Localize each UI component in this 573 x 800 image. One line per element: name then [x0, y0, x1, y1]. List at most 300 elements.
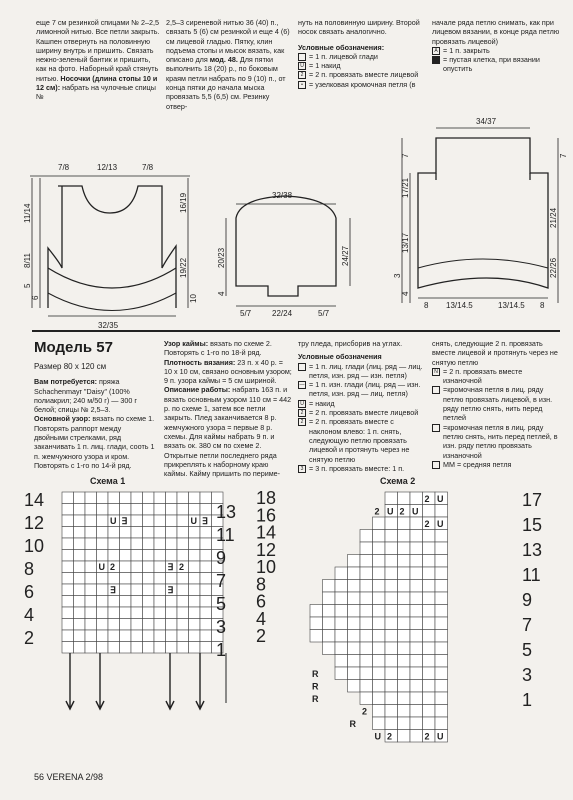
scheme2-cell [360, 592, 373, 605]
scheme1-cell [131, 619, 143, 631]
scheme2-cell [385, 617, 398, 630]
scheme1-cell [97, 550, 109, 562]
repeat-arrow [166, 653, 174, 709]
scheme1-cell [154, 492, 166, 504]
scheme2-cell [410, 580, 423, 593]
scheme1-symbol: U [110, 516, 117, 526]
scheme1-cell [62, 550, 74, 562]
scheme2-symbol: U [437, 494, 444, 504]
scheme2-cell [360, 692, 373, 705]
scheme2-cell [348, 667, 361, 680]
scheme1-cell [154, 584, 166, 596]
scheme1-cell [85, 515, 97, 527]
scheme2-cell [423, 605, 436, 618]
scheme2-cell [398, 642, 411, 655]
scheme1-row-number: 13 [216, 502, 237, 522]
scheme2-cell [335, 580, 348, 593]
dimension-label: 22/24 [272, 309, 293, 318]
scheme2-cell [410, 542, 423, 555]
scheme1-cell [74, 642, 86, 654]
scheme1-symbol: ∃ [167, 562, 174, 572]
scheme2-cell [385, 655, 398, 668]
scheme2-cell [348, 642, 361, 655]
scheme1-cell [97, 504, 109, 516]
scheme1-cell [154, 607, 166, 619]
scheme2-cell [410, 530, 423, 543]
dimension-label: 10 [189, 294, 198, 303]
scheme1-row-number: 18 [256, 488, 277, 508]
scheme1-cell [108, 550, 120, 562]
scheme2-cell [423, 655, 436, 668]
scheme1-cell [189, 550, 201, 562]
dimension-label: 22/26 [549, 257, 558, 278]
scheme1-row-number: 16 [256, 505, 277, 526]
scheme2-symbol: R [349, 719, 356, 729]
scheme2-cell [423, 617, 436, 630]
scheme1-cell [177, 504, 189, 516]
scheme2-cell [360, 580, 373, 593]
top-text-3: нуть на половинную ширину. Второй носок связать аналогично. [298, 18, 420, 37]
top-legend-text: = 1 п. лицевой глади [309, 51, 378, 61]
scheme2-row-number: 1 [522, 690, 533, 710]
scheme1-row-number: 10 [256, 557, 277, 577]
dimension-label: 13/17 [401, 232, 410, 253]
scheme2-cell [410, 605, 423, 618]
scheme1-cell [131, 527, 143, 539]
scheme2-cell [398, 630, 411, 643]
top-legend-symbol: • [298, 81, 306, 89]
scheme1-cell [143, 492, 155, 504]
top-legend-item [298, 52, 426, 61]
scheme2-symbol: 2 [374, 506, 380, 517]
scheme2-cell [323, 580, 336, 593]
scheme2-cell [398, 567, 411, 580]
scheme1-cell [177, 607, 189, 619]
scheme2-cell [423, 580, 436, 593]
scheme1-row-number: 4 [256, 608, 267, 629]
legend2b-item [432, 423, 560, 460]
scheme2-symbol: U [437, 519, 444, 529]
scheme2-cell [435, 542, 448, 555]
scheme2-cell [410, 730, 423, 743]
col3-text: тру пледа, присборив на углах. [298, 339, 403, 348]
scheme1-row-number: 7 [216, 571, 227, 591]
scheme2-symbol: 2 [362, 706, 368, 717]
scheme1-cell [143, 619, 155, 631]
scheme2-cell [348, 617, 361, 630]
col4-text: снять, следующие 2 п. провязать вместе лицевой и протянуть через не снятую петлю [432, 339, 558, 367]
scheme1-cell [120, 561, 132, 573]
page-footer: 56 VERENA 2/98 [34, 772, 104, 782]
scheme1-cell [97, 642, 109, 654]
dimension-label: 7/8 [142, 163, 154, 172]
scheme2-symbol: 2 [399, 506, 405, 517]
dimension-label: 8/11 [23, 253, 32, 268]
scheme2-cell [435, 505, 448, 518]
top-legend-item [298, 61, 426, 70]
scheme1-cell [143, 607, 155, 619]
scheme2-cell [435, 617, 448, 630]
legend2-symbol: — [299, 382, 305, 389]
scheme1-row-number: 3 [216, 617, 227, 637]
scheme1-row-number: 2 [24, 628, 35, 648]
scheme1-row-number: 2 [256, 626, 267, 646]
scheme1-cell [154, 561, 166, 573]
scheme1-cell [177, 630, 189, 642]
scheme2-cell [360, 642, 373, 655]
scheme1-cell [200, 573, 212, 585]
dimension-label: 34/37 [476, 118, 497, 126]
scheme2-cell [323, 617, 336, 630]
scheme1-cell [154, 550, 166, 562]
dimension-label: 5 [23, 283, 32, 288]
scheme1-cell [131, 515, 143, 527]
scheme1-row-number: 10 [24, 536, 45, 556]
scheme2-cell [385, 667, 398, 680]
scheme2-symbol: U [412, 506, 419, 517]
scheme1-cell [97, 630, 109, 642]
scheme1-cell [143, 538, 155, 550]
top-text-col2 [166, 18, 292, 111]
model-title: Модель 57 [34, 339, 113, 356]
scheme1-cell [108, 596, 120, 608]
legend2-title: Условные обозначения [298, 352, 382, 362]
top-text-1: еще 7 см резинкой спицами № 2–2,5 лимонной нитью. Все петли закрыть. Кашпен отвернуть на половинную ширину внутрь и пришить. Связать нежно-зеленый бантик и пришить, как на фото. Наборный край стянуть нитью. [36, 18, 160, 83]
scheme1-cell [120, 619, 132, 631]
scheme2-cell [398, 692, 411, 705]
scheme1-cell [85, 561, 97, 573]
scheme1-row-number: 14 [24, 490, 45, 510]
scheme1-cell [97, 573, 109, 585]
scheme1-row-number: 8 [256, 574, 267, 595]
scheme1-cell [74, 515, 86, 527]
top-legend-symbol [298, 53, 306, 61]
scheme1-cell [131, 550, 143, 562]
scheme2-cell [373, 517, 386, 530]
top-legend-item [298, 80, 426, 89]
scheme2-cell [385, 605, 398, 618]
scheme1-cell [177, 596, 189, 608]
scheme2-cell [373, 680, 386, 693]
schemes-area [0, 470, 573, 770]
scheme2-cell [373, 542, 386, 555]
dimension-label: 12/13 [97, 163, 118, 172]
scheme1-cell [62, 573, 74, 585]
dimension-label: 8 [424, 301, 429, 310]
scheme2-cell [423, 680, 436, 693]
scheme2-cell [423, 530, 436, 543]
scheme2-cell [373, 717, 386, 730]
scheme2-row-number: 11 [522, 565, 541, 585]
scheme1-cell [143, 527, 155, 539]
scheme2-cell [385, 630, 398, 643]
scheme2-cell [360, 530, 373, 543]
scheme2-cell [385, 530, 398, 543]
top-text-col4 [432, 18, 560, 74]
dimension-label: 4 [401, 291, 410, 296]
scheme2-symbol: 2 [424, 494, 430, 504]
scheme2-cell [310, 630, 323, 643]
scheme1-cell [143, 504, 155, 516]
scheme1-cell [143, 573, 155, 585]
scheme2-cell [335, 655, 348, 668]
scheme2-cell [410, 517, 423, 530]
scheme2-cell [435, 580, 448, 593]
scheme2-cell [385, 680, 398, 693]
scheme1-cell [97, 596, 109, 608]
scheme1-cell [177, 573, 189, 585]
scheme1-cell [62, 630, 74, 642]
scheme1-cell [120, 573, 132, 585]
scheme1-cell [108, 504, 120, 516]
scheme1-cell [154, 515, 166, 527]
scheme1-cell [131, 607, 143, 619]
legend2-item [298, 408, 426, 417]
scheme1-row-number: 6 [24, 582, 35, 602]
top-text-col3 [298, 18, 426, 89]
scheme1-cell [97, 584, 109, 596]
scheme2-cell [435, 717, 448, 730]
scheme1-cell [131, 492, 143, 504]
scheme1-cell [200, 527, 212, 539]
top-text-2c: Для пятки выполнить 18 (20) р., по боковым краям петли набрать по 9 (10) п., от конца пятки до начала мыска провязать 5,5 (6,5) см. Резинку отвер- [166, 55, 286, 111]
dimension-label: 17/21 [401, 177, 410, 198]
dimension-label: 32/38 [272, 191, 293, 200]
scheme2-cell [335, 617, 348, 630]
legend2-text: = 2 п. провязать вместе с наклоном влево: 1 п. снять, следующую петлю провязать лицевой и протянуть через не снятую петлю [309, 417, 410, 464]
repeat-arrow [196, 653, 204, 709]
dimension-label: 7 [559, 153, 568, 158]
top-legend-text: = 2 п. провязать вместе лицевой [309, 70, 419, 80]
scheme1-cell [62, 492, 74, 504]
scheme1-cell [85, 619, 97, 631]
scheme2-cell [323, 642, 336, 655]
scheme2-cell [360, 605, 373, 618]
scheme1-cell [131, 561, 143, 573]
scheme1-cell [154, 504, 166, 516]
scheme1-cell [120, 584, 132, 596]
scheme1-cell [74, 538, 86, 550]
scheme2-cell [423, 630, 436, 643]
scheme2-symbol: U [387, 506, 394, 517]
scheme2-cell [435, 680, 448, 693]
legend2b-item [432, 367, 560, 386]
scheme1-cell [62, 538, 74, 550]
legend2b-item [432, 385, 560, 422]
scheme2-cell [348, 655, 361, 668]
top-legend-title: Условные обозначения: [298, 42, 385, 52]
legend2-symbol: 2 [298, 409, 306, 417]
scheme2-cell [335, 642, 348, 655]
scheme2-cell [385, 642, 398, 655]
dimension-label: 8 [540, 301, 545, 310]
scheme2-symbol: 2 [387, 731, 393, 742]
scheme2-row-number: 15 [522, 515, 543, 535]
top-legend-symbol: 2 [298, 71, 306, 79]
scheme1-row-number: 8 [24, 559, 35, 579]
scheme1-symbol: U [98, 562, 105, 572]
scheme1-cell [154, 619, 166, 631]
scheme1-cell [200, 619, 212, 631]
scheme1-cell [200, 504, 212, 516]
scheme1-cell [108, 619, 120, 631]
legend2-symbol: U [298, 400, 306, 408]
scheme1-row-number: 9 [216, 548, 227, 568]
scheme2-cell [360, 680, 373, 693]
scheme1-cell [108, 538, 120, 550]
size-text: Размер 80 х 120 см [34, 362, 107, 371]
scheme1-cell [166, 504, 178, 516]
scheme2-row-number: 9 [522, 590, 533, 610]
scheme2-cell [348, 555, 361, 568]
scheme1-cell [143, 584, 155, 596]
scheme1-cell [97, 492, 109, 504]
scheme1-cell [74, 504, 86, 516]
scheme1-cell [177, 515, 189, 527]
scheme1-row-number: 12 [256, 539, 277, 560]
scheme1-cell [62, 504, 74, 516]
repeat-arrow [66, 653, 74, 709]
scheme2-cell [398, 517, 411, 530]
dimension-label: 5/7 [240, 309, 252, 318]
scheme2-cell [323, 605, 336, 618]
scheme1-cell [120, 607, 132, 619]
scheme2-cell [435, 605, 448, 618]
scheme1-cell [120, 527, 132, 539]
scheme2-symbol: R [312, 669, 319, 679]
scheme1-cell [200, 607, 212, 619]
scheme1-cell [74, 607, 86, 619]
scheme1-cell [154, 538, 166, 550]
scheme2-cell [385, 717, 398, 730]
scheme1-cell [85, 573, 97, 585]
scheme1-cell [189, 573, 201, 585]
scheme2-cell [398, 580, 411, 593]
work-label: Описание работы: [164, 385, 231, 395]
model-col4 [432, 339, 560, 469]
top-text-socks-label: Носочки (длина стопы 10 и 12 см): [36, 73, 158, 93]
scheme1-cell [120, 642, 132, 654]
top-text-socks: набрать на чулочные спицы № [36, 83, 156, 102]
scheme1-cell [154, 596, 166, 608]
scheme2-cell [385, 567, 398, 580]
pattern-label: Основной узор: [34, 414, 91, 424]
scheme1-cell [154, 630, 166, 642]
legend2-item [298, 399, 426, 408]
scheme1-cell [189, 492, 201, 504]
scheme2-cell [360, 667, 373, 680]
legend2b-symbol [432, 461, 440, 469]
scheme2-cell [398, 680, 411, 693]
scheme1-cell [62, 561, 74, 573]
scheme2-cell [435, 642, 448, 655]
scheme1-cell [200, 584, 212, 596]
scheme2-symbol: 2 [424, 731, 430, 742]
scheme1-cell [154, 573, 166, 585]
scheme2-cell [310, 617, 323, 630]
scheme1-cell [85, 492, 97, 504]
scheme1-cell [62, 607, 74, 619]
scheme2-cell [360, 567, 373, 580]
scheme1-cell [189, 619, 201, 631]
scheme2-cell [410, 555, 423, 568]
model-col1 [34, 362, 156, 470]
scheme1-cell [85, 504, 97, 516]
scheme2-cell [423, 692, 436, 705]
scheme2-cell [410, 642, 423, 655]
scheme1-cell [143, 596, 155, 608]
scheme2-cell [435, 705, 448, 718]
dimension-label: 6 [31, 295, 40, 300]
legend2-symbol [298, 363, 306, 371]
scheme1-symbol: U [190, 516, 197, 526]
legend2-symbol: 3 [298, 465, 306, 473]
scheme2-cell [423, 667, 436, 680]
scheme1-cell [108, 573, 120, 585]
scheme2-row-number: 13 [522, 540, 543, 560]
scheme2-cell [373, 530, 386, 543]
scheme2-cell [373, 692, 386, 705]
scheme2-cell [348, 630, 361, 643]
scheme1-cell [200, 630, 212, 642]
scheme2-cell [423, 555, 436, 568]
scheme1-row-number: 11 [216, 525, 235, 545]
scheme1-cell [131, 584, 143, 596]
model-col3 [298, 339, 426, 473]
scheme1-cell [62, 527, 74, 539]
scheme2-symbol: R [312, 694, 319, 704]
scheme2-cell [410, 617, 423, 630]
scheme2-cell [335, 667, 348, 680]
dimension-label: 24/27 [341, 245, 350, 266]
legend2b-text: =кромочная петля в лиц. ряду петлю провязать лицевой, в изн. ряду петлю снять, нить перед петлей [443, 385, 553, 423]
scheme2-cell [360, 655, 373, 668]
scheme1-cell [108, 630, 120, 642]
scheme1-cell [177, 538, 189, 550]
scheme1-cell [166, 607, 178, 619]
scheme2-cell [398, 705, 411, 718]
scheme2-cell [373, 642, 386, 655]
scheme1-cell [131, 504, 143, 516]
repeat-arrow [96, 653, 104, 709]
scheme2-cell [423, 567, 436, 580]
legend2-text: = 1 п. изн. глади (лиц. ряд — изн. петля, изн. ряд — лиц. петля) [309, 380, 421, 399]
legend2-text: = 3 п. провязать вместе: 1 п. [309, 463, 405, 473]
scheme1-cell [131, 573, 143, 585]
scheme1-cell [74, 492, 86, 504]
scheme1-cell [85, 596, 97, 608]
legend2-item [298, 362, 426, 381]
scheme2-cell [335, 592, 348, 605]
scheme1-cell [200, 550, 212, 562]
scheme2-cell [410, 492, 423, 505]
scheme2-cell [398, 655, 411, 668]
scheme2-cell [373, 605, 386, 618]
scheme1-cell [166, 550, 178, 562]
scheme1-row-number: 6 [256, 591, 267, 612]
scheme1-cell [166, 619, 178, 631]
scheme1-cell [85, 550, 97, 562]
scheme2-row-number: 17 [522, 490, 543, 510]
top-legend2-item [432, 55, 560, 74]
top-legend-symbol: U [298, 62, 306, 70]
scheme1-cell [131, 596, 143, 608]
scheme1-cell [74, 561, 86, 573]
scheme1-cell [97, 515, 109, 527]
scheme1-cell [131, 642, 143, 654]
scheme1-symbol: ∃ [110, 585, 116, 595]
scheme2-cell [423, 717, 436, 730]
